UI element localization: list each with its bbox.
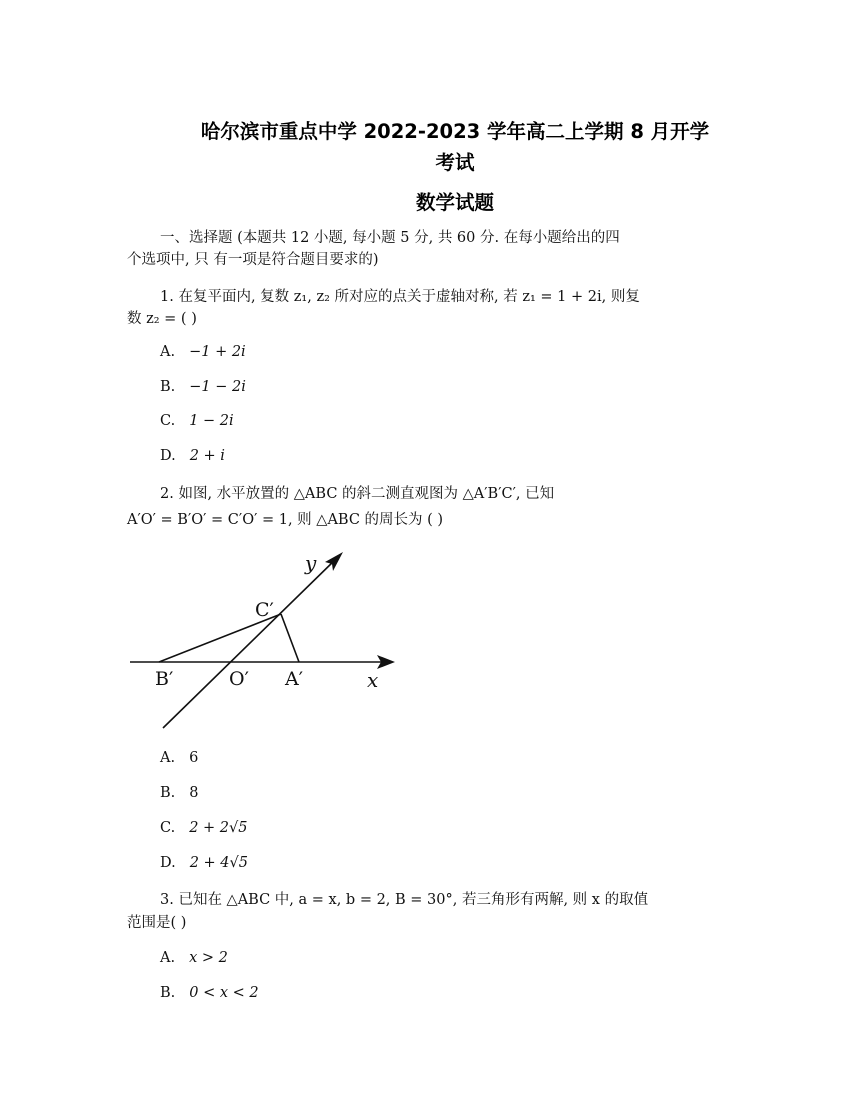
q1-option-d	[160, 448, 225, 464]
point-b-label: B′	[155, 668, 174, 690]
q3-option-a	[160, 950, 228, 966]
q3-option-b	[160, 985, 259, 1001]
page-title-line1: 哈尔滨市重点中学 2022-2023 学年高二上学期 8 月开学	[200, 120, 710, 143]
option-text: 2 + 2√5	[189, 820, 248, 836]
option-text: −1 − 2i	[189, 379, 246, 395]
segment-c-a	[281, 614, 299, 662]
q1-option-c	[160, 413, 234, 429]
option-letter: A.	[160, 344, 176, 360]
option-letter: A.	[160, 750, 176, 766]
q2-option-a	[160, 750, 198, 766]
x-axis-label: x	[367, 668, 379, 692]
option-letter: C.	[160, 413, 176, 429]
page-title-line2: 考试	[435, 151, 475, 174]
question-3-line2: 范围是( )	[127, 915, 187, 931]
y-axis-label: y	[305, 551, 317, 575]
point-a-label: A′	[285, 668, 304, 690]
question-3-line1: 3. 已知在 △ABC 中, a = x, b = 2, B = 30°, 若三角形有两解, 则 x 的取值	[160, 892, 649, 908]
segment-b-c	[159, 614, 281, 662]
option-letter: B.	[160, 785, 176, 801]
option-text: 1 − 2i	[189, 413, 234, 429]
option-letter: D.	[160, 448, 176, 464]
page-subtitle: 数学试题	[415, 191, 494, 214]
option-letter: D.	[160, 855, 176, 871]
option-text: x > 2	[189, 950, 228, 966]
oblique-projection-figure	[127, 542, 402, 737]
option-text: 0 < x < 2	[189, 985, 259, 1001]
y-axis	[163, 558, 337, 728]
question-2-line1: 2. 如图, 水平放置的 △ABC 的斜二测直观图为 △A′B′C′, 已知	[160, 486, 555, 502]
option-text: 8	[189, 785, 199, 801]
option-text: 6	[189, 750, 199, 766]
point-o-label: O′	[229, 668, 249, 690]
q2-option-b	[160, 785, 199, 801]
section-instructions-line1: 一、选择题 (本题共 12 小题, 每小题 5 分, 共 60 分. 在每小题给出的四	[160, 230, 620, 246]
section-instructions-line2: 个选项中, 只 有一项是符合题目要求的)	[127, 252, 379, 268]
option-letter: B.	[160, 379, 176, 395]
option-text: 2 + 4√5	[189, 855, 249, 871]
q1-option-a	[160, 344, 246, 360]
q1-option-b	[160, 379, 246, 395]
q2-option-d	[160, 855, 248, 871]
question-1-line1: 1. 在复平面内, 复数 z₁, z₂ 所对应的点关于虚轴对称, 若 z₁ = 1 + 2i, 则复	[160, 289, 640, 305]
option-text: 2 + i	[189, 448, 225, 464]
option-letter: C.	[160, 820, 176, 836]
q2-option-c	[160, 820, 247, 836]
point-c-label: C′	[255, 599, 274, 621]
option-letter: A.	[160, 950, 176, 966]
question-2-line2: A′O′ = B′O′ = C′O′ = 1, 则 △ABC 的周长为 ( )	[127, 512, 444, 528]
question-1-line2: 数 z₂ = ( )	[127, 311, 197, 327]
option-text: −1 + 2i	[189, 344, 246, 360]
option-letter: B.	[160, 985, 176, 1001]
